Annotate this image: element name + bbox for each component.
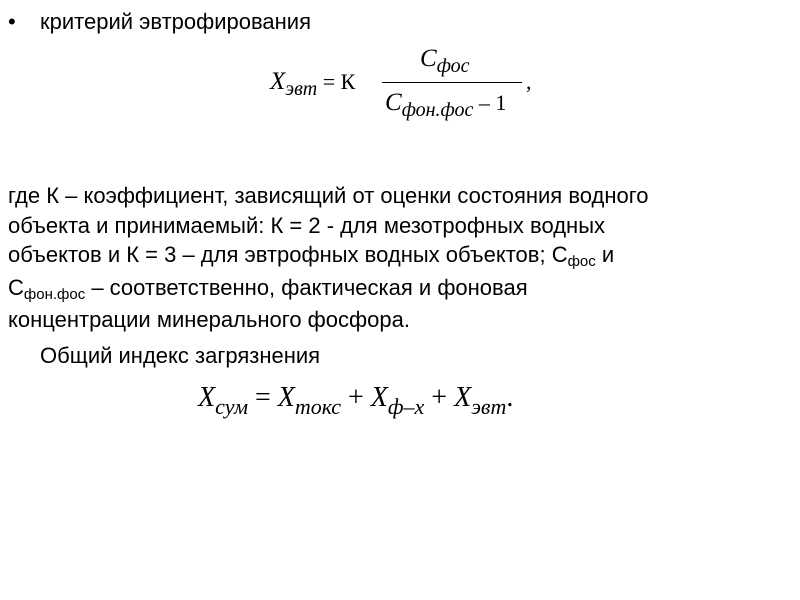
plus-sign: + — [424, 382, 455, 413]
subscript-text: фос — [567, 253, 596, 270]
formula-lhs-subscript: эвт — [285, 78, 318, 100]
numerator-subscript: фос — [436, 55, 470, 77]
fraction-bar — [382, 82, 522, 83]
formula-lhs — [270, 67, 355, 98]
formula-numerator — [420, 44, 470, 75]
paragraph-line: концентрации минерального фосфора. — [8, 307, 410, 332]
paragraph-text: С — [8, 274, 24, 300]
sum-var: X — [198, 382, 216, 413]
eutro-var: X — [454, 382, 472, 413]
formula-equals-coefficient: = К — [322, 69, 356, 94]
formula-lhs-variable: X — [270, 68, 286, 95]
denominator-subscript: фон.фос — [401, 99, 474, 121]
explanation-paragraph — [8, 181, 798, 335]
subscript-text: фон.фос — [23, 285, 86, 303]
formula-comma: , — [526, 69, 532, 94]
denominator-tail: – 1 — [478, 90, 507, 115]
paragraph-line: объекта и принимаемый: К = 2 - для мезотрофных водных — [8, 212, 606, 238]
paragraph-text: – соответственно, фактическая и фоновая — [85, 274, 528, 300]
toxic-var: X — [277, 382, 295, 413]
equals-sign: = — [247, 382, 278, 413]
plus-sign: + — [341, 382, 371, 413]
formula-period: . — [506, 382, 514, 413]
toxic-subscript: токс — [294, 394, 341, 419]
bullet-marker: • — [8, 9, 16, 34]
formula-denominator — [385, 88, 506, 119]
eutro-subscript: эвт — [471, 394, 507, 419]
physchem-subscript: ф–х — [387, 394, 425, 419]
paragraph-line — [8, 273, 798, 306]
index-title: Общий индекс загрязнения — [40, 343, 321, 368]
sum-subscript: сум — [215, 394, 248, 419]
eutrophication-formula — [270, 42, 570, 132]
paragraph-line — [8, 240, 798, 273]
numerator-variable: С — [420, 45, 437, 72]
paragraph-text: и — [595, 242, 615, 267]
bullet-item — [8, 8, 311, 36]
sum-formula — [198, 380, 513, 417]
paragraph-text: объектов и К = 3 – для эвтрофных водных объектов; С — [8, 242, 568, 267]
physchem-var: X — [370, 382, 388, 413]
denominator-variable: С — [385, 89, 402, 116]
bullet-text: критерий эвтрофирования — [40, 9, 312, 34]
paragraph-line: где К – коэффициент, зависящий от оценки состояния водного — [8, 183, 649, 208]
